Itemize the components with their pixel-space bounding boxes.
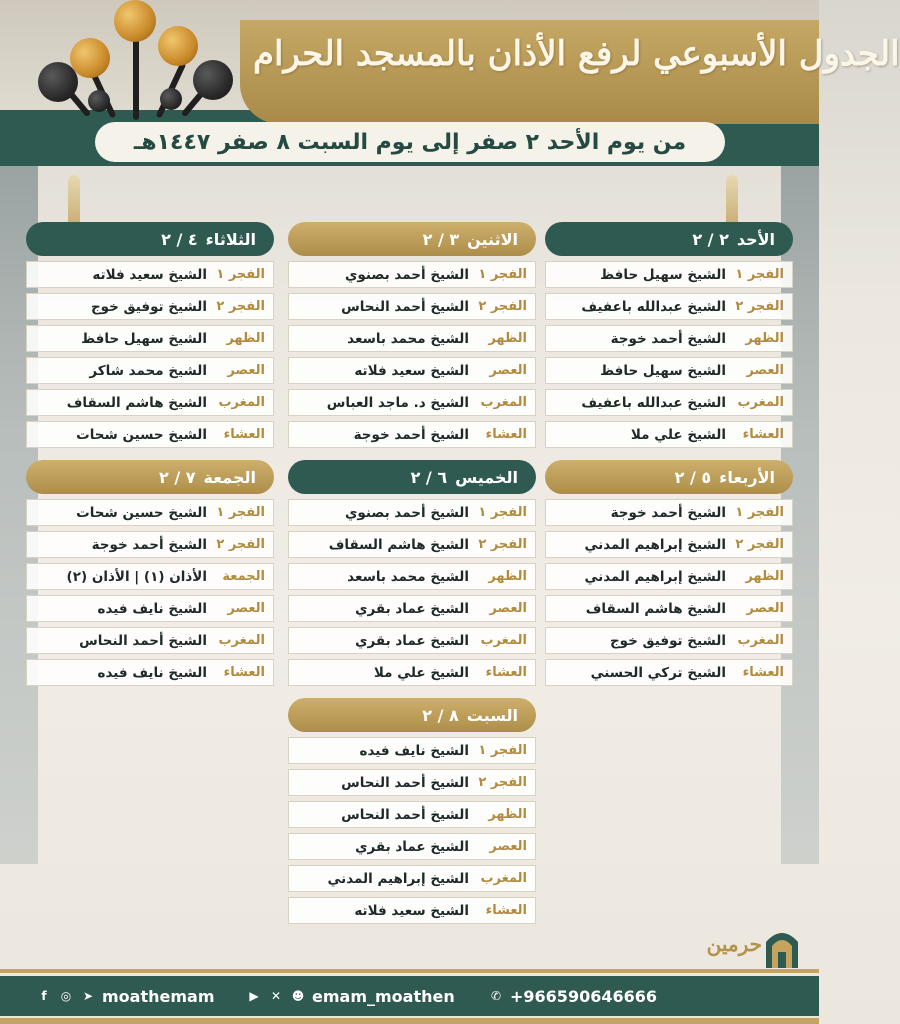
day-card-tuesday bbox=[26, 222, 274, 448]
footer-gold-stripe-bottom bbox=[0, 1018, 819, 1024]
muezzin-name: الشيخ توفيق خوج bbox=[90, 298, 207, 315]
muezzin-name: الشيخ نايف فيده bbox=[97, 664, 207, 681]
prayer-name: المغرب bbox=[218, 633, 265, 648]
muezzin-name: الشيخ توفيق خوج bbox=[609, 632, 726, 649]
day-header bbox=[26, 222, 274, 256]
schedule-row bbox=[288, 499, 536, 526]
muezzin-name: الشيخ إبراهيم المدني bbox=[327, 870, 469, 887]
day-name: الاثنين bbox=[467, 229, 518, 249]
muezzin-name: الشيخ أحمد خوجة bbox=[353, 426, 469, 443]
instagram-icon[interactable]: ◎ bbox=[60, 989, 72, 1003]
page-title: الجدول الأسبوعي لرفع الأذان بالمسجد الحرام bbox=[253, 34, 900, 74]
prayer-name: الفجر ٢ bbox=[735, 537, 784, 552]
prayer-name: الفجر ٢ bbox=[478, 775, 527, 790]
logo-text: حرمين bbox=[706, 932, 762, 956]
day-header bbox=[545, 222, 793, 256]
muezzin-name: الشيخ أحمد بصنوي bbox=[345, 504, 469, 521]
prayer-name: الفجر ٢ bbox=[216, 537, 265, 552]
prayer-name: العشاء bbox=[223, 665, 265, 680]
muezzin-name: الشيخ عماد بقري bbox=[355, 632, 469, 649]
schedule-row bbox=[545, 595, 793, 622]
schedule-row bbox=[288, 627, 536, 654]
schedule-row bbox=[545, 261, 793, 288]
muezzin-name: الشيخ أحمد النحاس bbox=[79, 632, 207, 649]
day-name: الخميس bbox=[455, 467, 518, 487]
muezzin-name: الشيخ محمد باسعد bbox=[347, 568, 469, 585]
schedule-row bbox=[26, 261, 274, 288]
muezzin-name: الشيخ نايف فيده bbox=[97, 600, 207, 617]
prayer-name: العشاء bbox=[223, 427, 265, 442]
muezzin-name: الشيخ نايف فيده bbox=[359, 742, 469, 759]
prayer-name: الظهر bbox=[745, 331, 784, 346]
muezzin-name: الشيخ عماد بقري bbox=[355, 838, 469, 855]
schedule-row bbox=[545, 627, 793, 654]
prayer-name: الفجر ٢ bbox=[478, 299, 527, 314]
prayer-name: الظهر bbox=[488, 807, 527, 822]
footer-social-1[interactable] bbox=[36, 984, 215, 1008]
mosque-logo-icon bbox=[762, 924, 802, 968]
muezzin-name: الشيخ عبدالله باعفيف bbox=[581, 298, 726, 315]
prayer-name: الفجر ١ bbox=[735, 505, 784, 520]
day-name: الثلاثاء bbox=[205, 229, 256, 249]
microphones-icon bbox=[48, 0, 248, 125]
day-header bbox=[26, 460, 274, 494]
muezzin-name: الشيخ إبراهيم المدني bbox=[584, 568, 726, 585]
prayer-name: المغرب bbox=[737, 395, 784, 410]
schedule-row bbox=[26, 499, 274, 526]
prayer-name: الفجر ١ bbox=[478, 505, 527, 520]
day-date: ٧ / ٢ bbox=[159, 467, 196, 487]
day-date: ٥ / ٢ bbox=[674, 467, 712, 487]
schedule-row bbox=[288, 737, 536, 764]
haramain-logo bbox=[700, 924, 810, 974]
day-date: ٨ / ٢ bbox=[422, 705, 459, 725]
schedule-row bbox=[26, 531, 274, 558]
telegram-icon[interactable]: ➤ bbox=[82, 989, 94, 1003]
muezzin-name: الشيخ سعيد فلاته bbox=[354, 362, 469, 379]
prayer-name: الظهر bbox=[488, 331, 527, 346]
prayer-name: العشاء bbox=[742, 427, 784, 442]
muezzin-name: الشيخ هاشم السقاف bbox=[328, 536, 469, 553]
day-card-thursday bbox=[288, 460, 536, 686]
facebook-icon[interactable]: f bbox=[41, 989, 47, 1003]
muezzin-name: الشيخ أحمد النحاس bbox=[341, 774, 469, 791]
day-header bbox=[545, 460, 793, 494]
muezzin-name: الشيخ علي ملا bbox=[373, 664, 469, 681]
schedule-row bbox=[288, 769, 536, 796]
schedule-row bbox=[26, 659, 274, 686]
muezzin-name: الشيخ سهيل حافظ bbox=[600, 266, 726, 283]
muezzin-name: الأذان (١) | الأذان (٢) bbox=[66, 568, 207, 585]
x-icon[interactable]: ✕ bbox=[270, 989, 282, 1003]
prayer-name: الظهر bbox=[226, 331, 265, 346]
prayer-name: الفجر ١ bbox=[735, 267, 784, 282]
day-header bbox=[288, 222, 536, 256]
muezzin-name: الشيخ سهيل حافظ bbox=[81, 330, 207, 347]
prayer-name: العشاء bbox=[742, 665, 784, 680]
schedule-row bbox=[288, 325, 536, 352]
day-name: السبت bbox=[466, 705, 518, 725]
muezzin-name: الشيخ سعيد فلاته bbox=[354, 902, 469, 919]
muezzin-name: الشيخ محمد شاكر bbox=[89, 362, 207, 379]
schedule-row bbox=[26, 627, 274, 654]
schedule-row bbox=[545, 357, 793, 384]
muezzin-name: الشيخ د. ماجد العباس bbox=[326, 394, 469, 411]
schedule-row bbox=[545, 531, 793, 558]
day-header bbox=[288, 460, 536, 494]
day-card-monday bbox=[288, 222, 536, 448]
muezzin-name: الشيخ حسين شحات bbox=[76, 426, 207, 443]
social-handle-2[interactable]: emam_moathen bbox=[312, 986, 455, 1006]
muezzin-name: الشيخ أحمد بصنوي bbox=[345, 266, 469, 283]
muezzin-name: الشيخ عبدالله باعفيف bbox=[581, 394, 726, 411]
schedule-row bbox=[545, 421, 793, 448]
muezzin-name: الشيخ إبراهيم المدني bbox=[584, 536, 726, 553]
prayer-name: الظهر bbox=[745, 569, 784, 584]
day-date: ٣ / ٢ bbox=[422, 229, 460, 249]
day-date: ٤ / ٢ bbox=[161, 229, 198, 249]
prayer-name: المغرب bbox=[480, 633, 527, 648]
footer-phone[interactable] bbox=[488, 984, 657, 1008]
muezzin-name: الشيخ أحمد خوجة bbox=[91, 536, 207, 553]
date-range-pill bbox=[95, 122, 725, 162]
schedule-row bbox=[26, 595, 274, 622]
prayer-name: المغرب bbox=[218, 395, 265, 410]
prayer-name: العصر bbox=[489, 839, 527, 854]
schedule-row bbox=[26, 293, 274, 320]
date-range-text: من يوم الأحد ٢ صفر إلى يوم السبت ٨ صفر ١٤٤٧هـ bbox=[133, 129, 687, 155]
day-card-saturday bbox=[288, 698, 536, 924]
day-header bbox=[288, 698, 536, 732]
prayer-name: المغرب bbox=[737, 633, 784, 648]
day-name: الجمعة bbox=[203, 467, 256, 487]
prayer-name: الفجر ٢ bbox=[216, 299, 265, 314]
muezzin-name: الشيخ أحمد خوجة bbox=[610, 330, 726, 347]
prayer-name: الفجر ٢ bbox=[478, 537, 527, 552]
prayer-name: الفجر ١ bbox=[216, 267, 265, 282]
schedule-row bbox=[26, 389, 274, 416]
muezzin-name: الشيخ عماد بقري bbox=[355, 600, 469, 617]
schedule-row bbox=[545, 389, 793, 416]
muezzin-name: الشيخ علي ملا bbox=[630, 426, 726, 443]
prayer-name: العشاء bbox=[485, 427, 527, 442]
footer-social-2[interactable] bbox=[246, 984, 455, 1008]
prayer-name: الظهر bbox=[488, 569, 527, 584]
day-date: ٢ / ٢ bbox=[692, 229, 729, 249]
schedule-row bbox=[288, 421, 536, 448]
prayer-name: العصر bbox=[227, 363, 265, 378]
schedule-row bbox=[288, 563, 536, 590]
prayer-name: العشاء bbox=[485, 903, 527, 918]
schedule-row bbox=[545, 563, 793, 590]
prayer-name: الجمعة bbox=[222, 569, 265, 584]
muezzin-name: الشيخ أحمد خوجة bbox=[610, 504, 726, 521]
muezzin-name: الشيخ أحمد النحاس bbox=[341, 298, 469, 315]
social-handle-1[interactable]: moathemam bbox=[102, 986, 215, 1006]
youtube-icon[interactable]: ▶ bbox=[249, 989, 259, 1003]
schedule-row bbox=[545, 499, 793, 526]
schedule-row bbox=[288, 801, 536, 828]
schedule-row bbox=[26, 325, 274, 352]
whatsapp-icon[interactable]: ✆ bbox=[490, 989, 502, 1003]
prayer-name: العصر bbox=[746, 601, 784, 616]
prayer-name: العصر bbox=[746, 363, 784, 378]
muezzin-name: الشيخ أحمد النحاس bbox=[341, 806, 469, 823]
footer-gold-stripe bbox=[0, 969, 819, 973]
muezzin-name: الشيخ حسين شحات bbox=[76, 504, 207, 521]
prayer-name: المغرب bbox=[480, 871, 527, 886]
schedule-row bbox=[288, 389, 536, 416]
prayer-name: العصر bbox=[489, 601, 527, 616]
schedule-row bbox=[288, 897, 536, 924]
prayer-name: الفجر ١ bbox=[478, 267, 527, 282]
schedule-row bbox=[545, 659, 793, 686]
muezzin-name: الشيخ تركي الحسني bbox=[590, 664, 726, 681]
schedule-row bbox=[288, 833, 536, 860]
schedule-row bbox=[288, 595, 536, 622]
muezzin-name: الشيخ هاشم السقاف bbox=[585, 600, 726, 617]
day-date: ٦ / ٢ bbox=[410, 467, 448, 487]
muezzin-name: الشيخ سعيد فلاته bbox=[92, 266, 207, 283]
schedule-row bbox=[545, 325, 793, 352]
day-card-wednesday bbox=[545, 460, 793, 686]
prayer-name: العصر bbox=[489, 363, 527, 378]
schedule-row bbox=[26, 563, 274, 590]
day-name: الأربعاء bbox=[719, 467, 775, 487]
muezzin-name: الشيخ محمد باسعد bbox=[347, 330, 469, 347]
prayer-name: العشاء bbox=[485, 665, 527, 680]
prayer-name: العصر bbox=[227, 601, 265, 616]
schedule-row bbox=[288, 531, 536, 558]
day-name: الأحد bbox=[736, 229, 775, 249]
schedule-row bbox=[545, 293, 793, 320]
schedule-row bbox=[288, 261, 536, 288]
snapchat-icon[interactable]: ☻ bbox=[291, 989, 305, 1003]
muezzin-name: الشيخ سهيل حافظ bbox=[600, 362, 726, 379]
schedule-row bbox=[288, 293, 536, 320]
schedule-row bbox=[288, 865, 536, 892]
prayer-name: الفجر ٢ bbox=[735, 299, 784, 314]
day-card-friday bbox=[26, 460, 274, 686]
prayer-name: المغرب bbox=[480, 395, 527, 410]
schedule-row bbox=[26, 357, 274, 384]
schedule-row bbox=[288, 357, 536, 384]
prayer-name: الفجر ١ bbox=[478, 743, 527, 758]
schedule-row bbox=[288, 659, 536, 686]
schedule-row bbox=[26, 421, 274, 448]
day-card-sunday bbox=[545, 222, 793, 448]
phone-number[interactable]: +966590646666 bbox=[510, 986, 657, 1006]
prayer-name: الفجر ١ bbox=[216, 505, 265, 520]
muezzin-name: الشيخ هاشم السقاف bbox=[66, 394, 207, 411]
